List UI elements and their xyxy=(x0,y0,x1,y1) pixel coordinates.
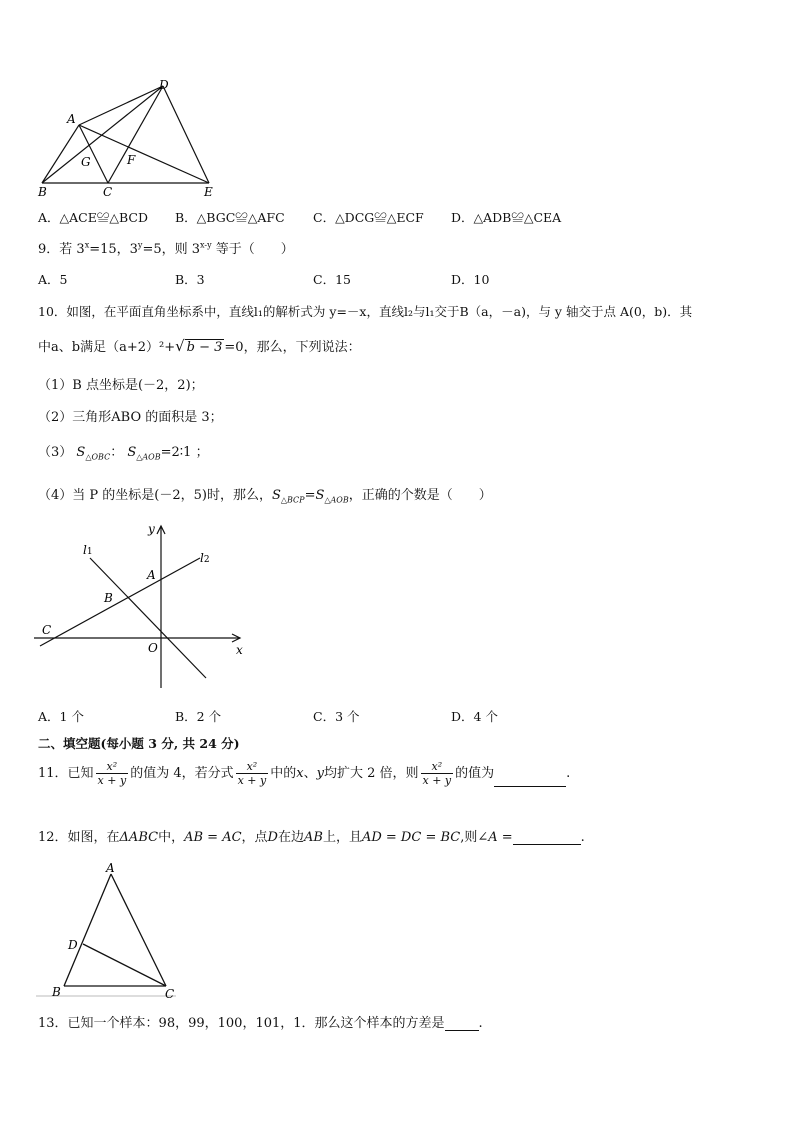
label-G: G xyxy=(81,155,91,169)
side-AC xyxy=(111,874,166,986)
section-heading: 二、填空题(每小题 3 分, 共 24 分) xyxy=(38,736,240,751)
line-AE xyxy=(79,125,209,183)
q10-figure xyxy=(30,518,260,693)
q9-stem: 9．若 $3^x=15$，$3^y=5$，则 3$^{x-y}$ 等于（ ） xyxy=(38,240,294,257)
q9-option-b: B．3 xyxy=(175,272,205,287)
label-x: x xyxy=(236,643,243,657)
q8-option-c: C．△DCG≌△ECF xyxy=(313,210,424,225)
q10-statement-3: （3） $S_{\triangle OBC}$： $S_{\triangle AOB}=2∶1$ ； xyxy=(38,445,209,462)
q10-statement-4: （4）当 P 的坐标是(－2，5)时，那么，$S_{\triangle BCP}=S_{\triangle AOB}$，正确的个数是（ ） xyxy=(38,488,492,505)
label-B: B xyxy=(38,185,47,199)
line-BA xyxy=(42,125,79,183)
label-D: D xyxy=(68,938,78,952)
label-C: C xyxy=(165,987,175,1001)
q10-option-b: B．2 个 xyxy=(175,709,222,724)
label-y: y xyxy=(148,522,155,536)
fraction-1: $\frac{\text{x²}}{x + y}$ xyxy=(97,760,127,787)
label-E: E xyxy=(204,185,213,199)
q9-option-a: A．5 xyxy=(38,272,68,287)
q8-option-a: A．△ACE≌△BCD xyxy=(38,210,148,225)
q10-option-c: C．3 个 xyxy=(313,709,360,724)
q12-stem: 12．如图，在ΔABC中，AB = AC，点D在边AB上，且AD = DC = BC,则∠A = . xyxy=(38,830,585,845)
line-DE xyxy=(163,86,209,183)
q9-option-d: D．10 xyxy=(451,272,490,287)
segment-DC xyxy=(83,944,166,986)
label-B: B xyxy=(104,591,113,605)
q9-option-c: C．15 xyxy=(313,272,351,287)
label-l1: l1 xyxy=(83,543,93,557)
line-CD xyxy=(108,86,163,183)
line-BD xyxy=(42,86,163,183)
answer-blank-11[interactable] xyxy=(494,786,566,787)
q10-option-d: D．4 个 xyxy=(451,709,498,724)
label-D: D xyxy=(159,78,169,92)
label-A: A xyxy=(106,861,115,875)
line-l2 xyxy=(40,558,200,646)
label-O: O xyxy=(148,641,158,655)
label-F: F xyxy=(127,153,136,167)
answer-blank-13[interactable] xyxy=(445,1030,479,1031)
label-A: A xyxy=(147,568,156,582)
side-AB xyxy=(64,874,111,986)
q10-stem-line2: 中a、b满足（a+2）²+√ b − 3 =0，那么，下列说法： xyxy=(38,337,361,355)
label-B: B xyxy=(52,985,61,999)
fraction-2: $\frac{\text{x²}}{x + y}$ xyxy=(237,760,267,787)
q13-stem: 13．已知一个样本：98，99，100，101，1．那么这个样本的方差是 . xyxy=(38,1016,483,1031)
q10-option-a: A．1 个 xyxy=(38,709,84,724)
label-A: A xyxy=(67,112,76,126)
q10-stem-line1: 10．如图，在平面直角坐标系中，直线l₁的解析式为 y=－x，直线l₂与l₁交于B（a，－a)，与 y 轴交于点 A(0，b)．其 xyxy=(38,304,693,319)
q8-figure xyxy=(36,78,226,200)
label-l2: l2 xyxy=(200,551,210,565)
q8-option-b: B．△BGC≌△AFC xyxy=(175,210,285,225)
label-C: C xyxy=(42,623,52,637)
answer-blank-12[interactable] xyxy=(513,844,581,845)
label-C: C xyxy=(103,185,113,199)
q10-statement-1: （1）B 点坐标是(－2，2)； xyxy=(38,378,204,393)
q11-stem: 11．已知 $\frac{\text{x²}}{x + y}$ 的值为 4，若分式 $\frac{\text{x²}}{x + y}$ 中的x、y均扩大 2 倍，则 $\frac{\text{x²}}{x + y}$ 的值为 . xyxy=(38,760,571,787)
q10-statement-2: （2）三角形ABO 的面积是 3； xyxy=(38,410,223,425)
q8-option-d: D．△ADB≌△CEA xyxy=(451,210,562,225)
q12-figure xyxy=(36,858,186,1003)
fraction-3: $\frac{\text{x²}}{x + y}$ xyxy=(422,760,452,787)
